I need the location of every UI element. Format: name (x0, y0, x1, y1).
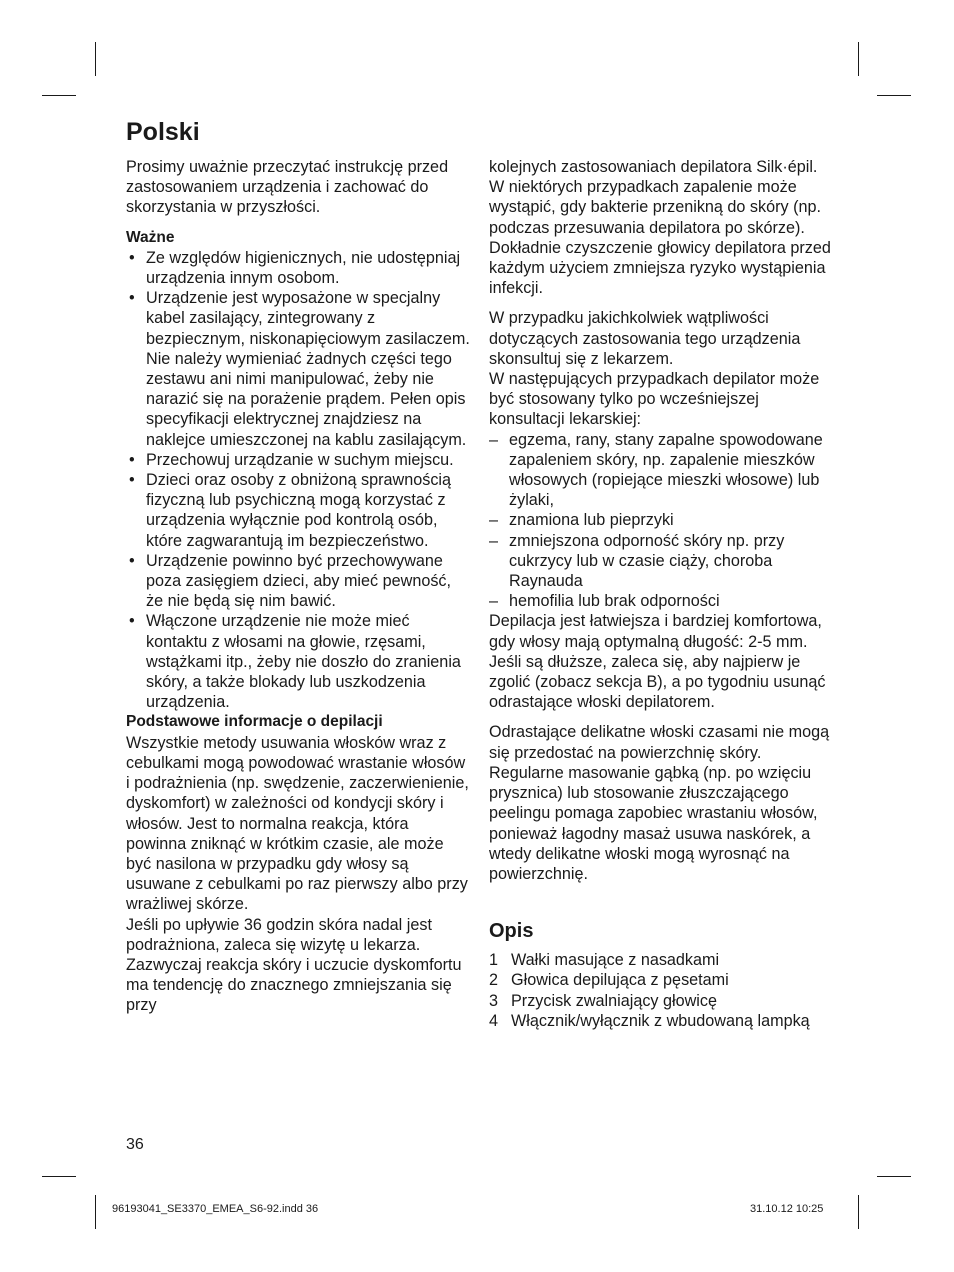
list-item: 2 Głowica depilująca z pęsetami (489, 971, 729, 990)
list-item: • Urządzenie powinno być przechowywane poza zasięgiem dzieci, aby mieć pewność, że nie będą się nim bawić. (126, 551, 471, 612)
opis-list (489, 950, 834, 1031)
crop-mark-top-left-vertical (95, 42, 96, 76)
doubt-paragraph: W przypadku jakichkolwiek wątpliwości dotyczących zastosowania tego urządzenia skonsultuj się z lekarzem. (489, 309, 801, 368)
basics-paragraph-1: Wszystkie metody usuwania włosków wraz z cebulkami mogą powodować wrastanie włosów i podrażnienia (np. swędzenie, zaczerwienienie, dyskomfort) w zależności od kondycji skóry i włosów. Jest to normalna reakcja, która powinna zniknąć w krótkim czasie, ale może być nasilona w przypadku gdy włosy są usuwane z cebulkami po raz pierwszy albo przy wrażliwej skórze. (126, 733, 469, 914)
cases-list (489, 430, 834, 612)
cases-paragraph: W następujących przypadkach depilator może być stosowany tylko po wcześniejszej konsultacji lekarskiej: (489, 370, 820, 429)
crop-mark-top-left-horizontal (42, 95, 76, 96)
important-list (126, 248, 471, 713)
list-item: • Przechowuj urządzanie w suchym miejscu. (126, 450, 471, 470)
list-item: • Ze względów higienicznych, nie udostępniaj urządzenia innym osobom. (126, 248, 471, 288)
slug-filename: 96193041_SE3370_EMEA_S6-92.indd 36 (112, 1203, 319, 1215)
list-item: – zmniejszona odporność skóry np. przy cukrzycy lub w czasie ciąży, choroba Raynauda (489, 531, 834, 592)
intro-paragraph: Prosimy uważnie przeczytać instrukcję przed zastosowaniem urządzenia i zachować do skorzystania w przyszłości. (126, 158, 449, 217)
crop-mark-bottom-right-horizontal (877, 1176, 911, 1177)
easier-paragraph: Depilacja jest łatwiejsza i bardziej komfortowa, gdy włosy mają optymalną długość: 2-5 mm. Jeśli są dłuższe, zaleca się, aby najpierw je zgolić (zobacz sekcja B), a po tygodniu usunąć odrastające włoski depilatorem. (489, 612, 826, 712)
basics-paragraph-2: Jeśli po upływie 36 godzin skóra nadal jest podrażniona, zaleca się wizytę u lekarza. Zazwyczaj reakcja skóry i uczucie dyskomfortu ma tendencję do znacznego zmniejszania się przy (126, 915, 462, 1015)
slug-timestamp: 31.10.12 10:25 (750, 1203, 824, 1215)
important-heading: Ważne (126, 228, 175, 246)
list-item: 1 Wałki masujące z nasadkami (489, 951, 720, 970)
list-item: – egzema, rany, stany zapalne spowodowane zapaleniem skóry, np. zapalenie mieszków włosowych (ropiejące mieszki włosowe) lub żylaki, (489, 430, 834, 511)
left-column (126, 157, 471, 1016)
list-item: • Włączone urządzenie nie może mieć kontaktu z włosami na głowie, rzęsami, wstążkami itp., żeby nie doszło do zranienia skóry, a także blokady lub uszkodzenia urządzenia. (126, 611, 471, 712)
list-item: 3 Przycisk zwalniający głowicę (489, 991, 718, 1010)
crop-mark-top-right-horizontal (877, 95, 911, 96)
list-item: – hemofilia lub brak odporności (489, 591, 834, 611)
right-column (489, 157, 834, 1031)
opis-heading: Opis (489, 920, 534, 943)
regrow-paragraph: Odrastające delikatne włoski czasami nie mogą się przedostać na powierzchnię skóry. Regularne masowanie gąbką (np. po wzięciu prysznica) lub stosowanie złuszczającego peelingu pomaga zapobiec wrastaniu włosów, ponieważ łagodny masaż usuwa naskórek, a wtedy delikatne włoski mogą wyrosnąć na powierzchnię. (489, 723, 830, 883)
list-item: • Urządzenie jest wyposażone w specjalny kabel zasilający, zintegrowany z bezpiecznym, niskonapięciowym zasilaczem. Nie należy wymieniać żadnych części tego zestawu ani nimi manipulować, żeby nie narazić się na porażenie prądem. Pełen opis specyfikacji elektrycznej znajdziesz na naklejce umieszczonej na kablu zasilającym. (126, 288, 471, 450)
continued-paragraph: kolejnych zastosowaniach depilatora Silk·épil. W niektórych przypadkach zapalenie może wystąpić, gdy bakterie przenikną do skóry (np. podczas przesuwania depilatora po skórze). Dokładnie czyszczenie głowicy depilatora przed każdym użyciem zmniejsza ryzyko wystąpienia infekcji. (489, 158, 831, 298)
page-number: 36 (126, 1136, 144, 1153)
list-item: – znamiona lub pieprzyki (489, 510, 834, 530)
crop-mark-bottom-left-vertical (95, 1195, 96, 1229)
crop-mark-bottom-right-vertical (858, 1195, 859, 1229)
basics-heading: Podstawowe informacje o depilacji (126, 713, 383, 731)
crop-mark-bottom-left-horizontal (42, 1176, 76, 1177)
page-heading: Polski (126, 118, 200, 146)
list-item: • Dzieci oraz osoby z obniżoną sprawnością fizyczną lub psychiczną mogą korzystać z urządzenia wyłącznie pod kontrolą osób, które zagwarantują im bezpieczeństwo. (126, 470, 471, 551)
crop-mark-top-right-vertical (858, 42, 859, 76)
list-item: 4 Włącznik/wyłącznik z wbudowaną lampką (489, 1011, 810, 1030)
